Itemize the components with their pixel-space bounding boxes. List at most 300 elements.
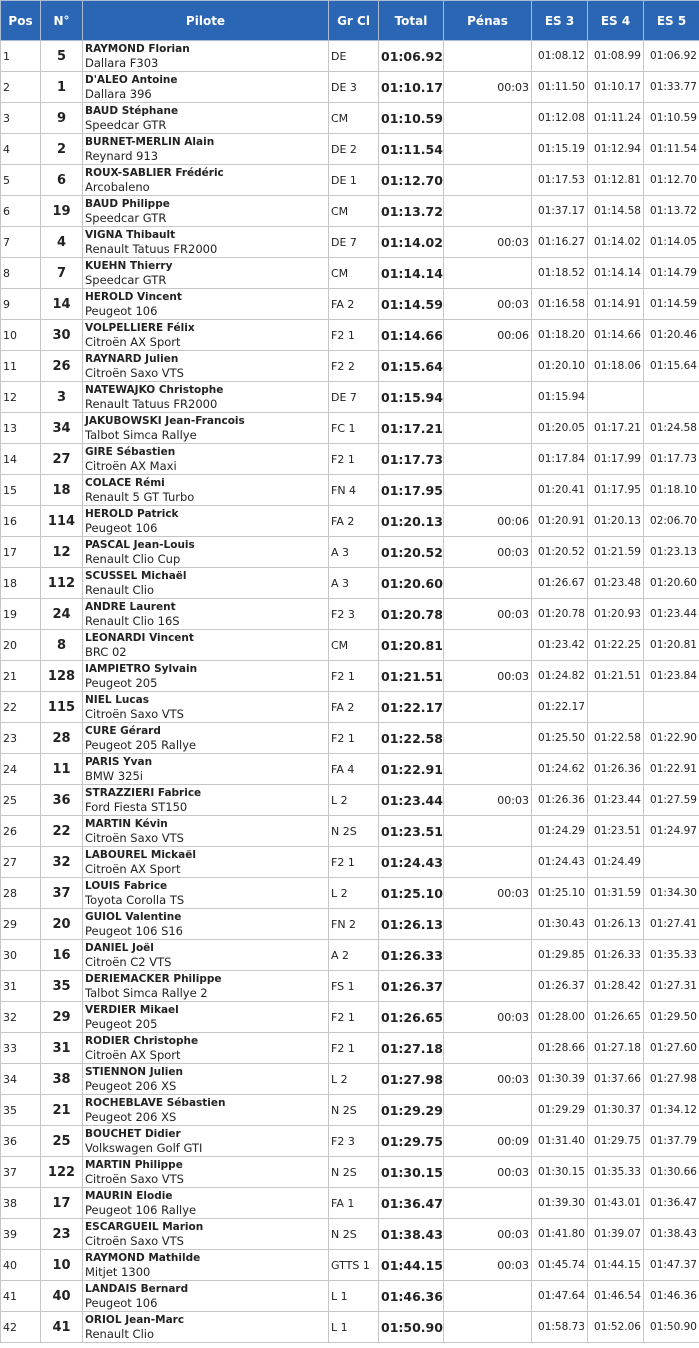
col-header-penalties[interactable]: Pénas — [444, 1, 532, 41]
car-number-cell: 6 — [41, 165, 83, 196]
driver-name: DERIEMACKER Philippe — [85, 973, 222, 985]
table-row — [1, 258, 699, 289]
es3-time-cell: 01:16.27 — [532, 227, 588, 258]
penalty-cell: 00:03 — [444, 599, 532, 630]
es5-time-cell: 01:46.36 — [644, 1281, 699, 1312]
group-class-cell: L 1 — [329, 1281, 379, 1312]
table-row — [1, 1219, 699, 1250]
table-row — [1, 723, 699, 754]
es5-time-cell: 01:30.66 — [644, 1157, 699, 1188]
group-class-cell: F2 1 — [329, 847, 379, 878]
position-cell: 38 — [1, 1188, 41, 1219]
car-model: Talbot Simca Rallye 2 — [85, 986, 208, 1000]
table-row — [1, 475, 699, 506]
col-header-es4[interactable]: ES 4 — [588, 1, 644, 41]
penalty-cell — [444, 723, 532, 754]
penalty-cell — [444, 847, 532, 878]
col-header-total[interactable]: Total — [379, 1, 444, 41]
car-number-cell: 25 — [41, 1126, 83, 1157]
es4-time-cell: 01:46.54 — [588, 1281, 644, 1312]
driver-name: LEONARDI Vincent — [85, 632, 194, 644]
car-number-cell: 29 — [41, 1002, 83, 1033]
position-cell: 26 — [1, 816, 41, 847]
position-cell: 37 — [1, 1157, 41, 1188]
driver-name: CURE Gérard — [85, 725, 161, 737]
total-time-cell: 01:36.47 — [379, 1188, 444, 1219]
car-number-cell: 21 — [41, 1095, 83, 1126]
es4-time-cell: 01:37.66 — [588, 1064, 644, 1095]
es4-time-cell: 01:24.49 — [588, 847, 644, 878]
pilot-cell — [83, 165, 329, 196]
position-cell: 40 — [1, 1250, 41, 1281]
driver-name: LANDAIS Bernard — [85, 1283, 189, 1295]
es3-time-cell: 01:26.37 — [532, 971, 588, 1002]
es5-time-cell — [644, 692, 699, 723]
car-model: Ford Fiesta ST150 — [85, 800, 188, 814]
penalty-cell — [444, 568, 532, 599]
penalty-cell: 00:03 — [444, 1064, 532, 1095]
pilot-cell — [83, 723, 329, 754]
total-time-cell: 01:26.37 — [379, 971, 444, 1002]
car-number-cell: 114 — [41, 506, 83, 537]
es3-time-cell: 01:24.43 — [532, 847, 588, 878]
car-number-cell: 36 — [41, 785, 83, 816]
table-row — [1, 289, 699, 320]
table-row — [1, 227, 699, 258]
table-row — [1, 754, 699, 785]
position-cell: 32 — [1, 1002, 41, 1033]
driver-name: BOUCHET Didier — [85, 1128, 181, 1140]
es5-time-cell: 01:27.98 — [644, 1064, 699, 1095]
position-cell: 19 — [1, 599, 41, 630]
position-cell: 7 — [1, 227, 41, 258]
es3-time-cell: 01:25.50 — [532, 723, 588, 754]
driver-name: IAMPIETRO Sylvain — [85, 663, 198, 675]
col-header-es5[interactable]: ES 5 — [644, 1, 699, 41]
position-cell: 20 — [1, 630, 41, 661]
table-row — [1, 506, 699, 537]
driver-name: HEROLD Vincent — [85, 291, 182, 303]
es5-time-cell: 01:36.47 — [644, 1188, 699, 1219]
es4-time-cell: 01:14.91 — [588, 289, 644, 320]
group-class-cell: F2 2 — [329, 351, 379, 382]
driver-name: SCUSSEL Michaël — [85, 570, 187, 582]
car-number-cell: 5 — [41, 41, 83, 72]
driver-name: BAUD Philippe — [85, 198, 170, 210]
es4-time-cell: 01:11.24 — [588, 103, 644, 134]
pilot-cell — [83, 1095, 329, 1126]
group-class-cell: CM — [329, 630, 379, 661]
car-model: Renault 5 GT Turbo — [85, 490, 195, 504]
es3-time-cell: 01:31.40 — [532, 1126, 588, 1157]
position-cell: 11 — [1, 351, 41, 382]
position-cell: 17 — [1, 537, 41, 568]
position-cell: 13 — [1, 413, 41, 444]
table-row — [1, 413, 699, 444]
car-number-cell: 128 — [41, 661, 83, 692]
car-number-cell: 28 — [41, 723, 83, 754]
es5-time-cell: 01:22.90 — [644, 723, 699, 754]
pilot-cell — [83, 630, 329, 661]
es5-time-cell: 01:29.50 — [644, 1002, 699, 1033]
es3-time-cell: 01:45.74 — [532, 1250, 588, 1281]
es4-time-cell: 01:26.65 — [588, 1002, 644, 1033]
es3-time-cell: 01:39.30 — [532, 1188, 588, 1219]
es5-time-cell: 01:13.72 — [644, 196, 699, 227]
es5-time-cell: 01:18.10 — [644, 475, 699, 506]
position-cell: 35 — [1, 1095, 41, 1126]
es4-time-cell: 01:23.48 — [588, 568, 644, 599]
es3-time-cell: 01:15.94 — [532, 382, 588, 413]
total-time-cell: 01:14.02 — [379, 227, 444, 258]
driver-name: PARIS Yvan — [85, 756, 153, 768]
position-cell: 23 — [1, 723, 41, 754]
group-class-cell: A 3 — [329, 568, 379, 599]
position-cell: 39 — [1, 1219, 41, 1250]
total-time-cell: 01:22.17 — [379, 692, 444, 723]
driver-name: PASCAL Jean-Louis — [85, 539, 195, 551]
group-class-cell: N 2S — [329, 1095, 379, 1126]
es5-time-cell: 01:24.58 — [644, 413, 699, 444]
es5-time-cell: 01:27.41 — [644, 909, 699, 940]
es4-time-cell: 01:17.21 — [588, 413, 644, 444]
es5-time-cell: 02:06.70 — [644, 506, 699, 537]
es5-time-cell: 01:14.79 — [644, 258, 699, 289]
es5-time-cell: 01:23.13 — [644, 537, 699, 568]
pilot-cell — [83, 475, 329, 506]
es4-time-cell: 01:14.66 — [588, 320, 644, 351]
es4-time-cell: 01:31.59 — [588, 878, 644, 909]
group-class-cell: A 3 — [329, 537, 379, 568]
group-class-cell: FN 2 — [329, 909, 379, 940]
penalty-cell — [444, 630, 532, 661]
driver-name: ROCHEBLAVE Sébastien — [85, 1097, 226, 1109]
penalty-cell — [444, 1033, 532, 1064]
driver-name: MARTIN Philippe — [85, 1159, 183, 1171]
pilot-cell — [83, 661, 329, 692]
es5-time-cell: 01:23.84 — [644, 661, 699, 692]
group-class-cell: F2 1 — [329, 1033, 379, 1064]
es5-time-cell: 01:27.59 — [644, 785, 699, 816]
penalty-cell — [444, 909, 532, 940]
group-class-cell: F2 1 — [329, 320, 379, 351]
table-row — [1, 165, 699, 196]
es3-time-cell: 01:24.82 — [532, 661, 588, 692]
total-time-cell: 01:25.10 — [379, 878, 444, 909]
es4-time-cell: 01:43.01 — [588, 1188, 644, 1219]
position-cell: 33 — [1, 1033, 41, 1064]
penalty-cell: 00:06 — [444, 320, 532, 351]
es3-time-cell: 01:08.12 — [532, 41, 588, 72]
total-time-cell: 01:11.54 — [379, 134, 444, 165]
group-class-cell: N 2S — [329, 816, 379, 847]
driver-name: ORIOL Jean-Marc — [85, 1314, 185, 1326]
car-model: Dallara F303 — [85, 56, 159, 70]
es4-time-cell: 01:26.33 — [588, 940, 644, 971]
col-header-pos[interactable]: Pos — [1, 1, 41, 41]
es4-time-cell: 01:12.81 — [588, 165, 644, 196]
es4-time-cell: 01:20.93 — [588, 599, 644, 630]
table-row — [1, 103, 699, 134]
es5-time-cell: 01:15.64 — [644, 351, 699, 382]
total-time-cell: 01:15.64 — [379, 351, 444, 382]
pilot-cell — [83, 909, 329, 940]
es5-time-cell: 01:14.59 — [644, 289, 699, 320]
table-row — [1, 72, 699, 103]
es5-time-cell: 01:34.12 — [644, 1095, 699, 1126]
car-number-cell: 7 — [41, 258, 83, 289]
car-number-cell: 20 — [41, 909, 83, 940]
pilot-cell — [83, 1064, 329, 1095]
penalty-cell — [444, 692, 532, 723]
driver-name: RAYNARD Julien — [85, 353, 179, 365]
table-row — [1, 909, 699, 940]
es3-time-cell: 01:22.17 — [532, 692, 588, 723]
driver-name: ROUX-SABLIER Frédéric — [85, 167, 224, 179]
position-cell: 36 — [1, 1126, 41, 1157]
es5-time-cell: 01:06.92 — [644, 41, 699, 72]
driver-name: GUIOL Valentine — [85, 911, 182, 923]
es4-time-cell: 01:12.94 — [588, 134, 644, 165]
penalty-cell — [444, 475, 532, 506]
car-number-cell: 26 — [41, 351, 83, 382]
penalty-cell: 00:03 — [444, 1219, 532, 1250]
driver-name: LOUIS Fabrice — [85, 880, 168, 892]
car-number-cell: 115 — [41, 692, 83, 723]
pilot-cell — [83, 1188, 329, 1219]
car-model: Citroën AX Sport — [85, 862, 181, 876]
car-model: Speedcar GTR — [85, 273, 167, 287]
es4-time-cell: 01:21.51 — [588, 661, 644, 692]
total-time-cell: 01:46.36 — [379, 1281, 444, 1312]
total-time-cell: 01:14.59 — [379, 289, 444, 320]
table-row — [1, 661, 699, 692]
es3-time-cell: 01:20.91 — [532, 506, 588, 537]
es4-time-cell: 01:44.15 — [588, 1250, 644, 1281]
col-header-group-class[interactable]: Gr Cl — [329, 1, 379, 41]
position-cell: 8 — [1, 258, 41, 289]
car-model: Dallara 396 — [85, 87, 152, 101]
col-header-pilot[interactable]: Pilote — [83, 1, 329, 41]
car-model: Peugeot 205 Rallye — [85, 738, 197, 752]
es4-time-cell: 01:18.06 — [588, 351, 644, 382]
es5-time-cell: 01:37.79 — [644, 1126, 699, 1157]
table-row — [1, 444, 699, 475]
table-row — [1, 1312, 699, 1343]
position-cell: 14 — [1, 444, 41, 475]
group-class-cell: CM — [329, 258, 379, 289]
table-row — [1, 847, 699, 878]
car-model: Citroën AX Maxi — [85, 459, 177, 473]
es4-time-cell: 01:14.02 — [588, 227, 644, 258]
pilot-cell — [83, 971, 329, 1002]
penalty-cell: 00:03 — [444, 661, 532, 692]
total-time-cell: 01:23.51 — [379, 816, 444, 847]
position-cell: 30 — [1, 940, 41, 971]
col-header-number[interactable]: N° — [41, 1, 83, 41]
group-class-cell: N 2S — [329, 1157, 379, 1188]
group-class-cell: L 1 — [329, 1312, 379, 1343]
es5-time-cell: 01:23.44 — [644, 599, 699, 630]
penalty-cell — [444, 1188, 532, 1219]
table-row — [1, 1002, 699, 1033]
group-class-cell: GTTS 1 — [329, 1250, 379, 1281]
penalty-cell — [444, 351, 532, 382]
car-model: Peugeot 106 — [85, 1296, 158, 1310]
car-model: Toyota Corolla TS — [85, 893, 185, 907]
pilot-cell — [83, 940, 329, 971]
total-time-cell: 01:17.95 — [379, 475, 444, 506]
position-cell: 15 — [1, 475, 41, 506]
car-number-cell: 30 — [41, 320, 83, 351]
es5-time-cell: 01:20.81 — [644, 630, 699, 661]
penalty-cell — [444, 41, 532, 72]
table-row — [1, 971, 699, 1002]
driver-name: NATEWAJKO Christophe — [85, 384, 224, 396]
car-model: Peugeot 106 — [85, 304, 158, 318]
total-time-cell: 01:12.70 — [379, 165, 444, 196]
group-class-cell: F2 3 — [329, 599, 379, 630]
position-cell: 29 — [1, 909, 41, 940]
car-model: Renault Tatuus FR2000 — [85, 242, 218, 256]
es5-time-cell: 01:34.30 — [644, 878, 699, 909]
es3-time-cell: 01:30.39 — [532, 1064, 588, 1095]
car-number-cell: 1 — [41, 72, 83, 103]
car-number-cell: 2 — [41, 134, 83, 165]
total-time-cell: 01:27.18 — [379, 1033, 444, 1064]
table-row — [1, 1157, 699, 1188]
car-number-cell: 14 — [41, 289, 83, 320]
penalty-cell — [444, 134, 532, 165]
group-class-cell: F2 3 — [329, 1126, 379, 1157]
es4-time-cell: 01:35.33 — [588, 1157, 644, 1188]
group-class-cell: F2 1 — [329, 661, 379, 692]
pilot-cell — [83, 413, 329, 444]
car-number-cell: 35 — [41, 971, 83, 1002]
total-time-cell: 01:23.44 — [379, 785, 444, 816]
position-cell: 16 — [1, 506, 41, 537]
es5-time-cell: 01:35.33 — [644, 940, 699, 971]
es4-time-cell — [588, 692, 644, 723]
car-model: Renault Clio 16S — [85, 614, 180, 628]
group-class-cell: FA 2 — [329, 506, 379, 537]
pilot-cell — [83, 568, 329, 599]
group-class-cell: DE — [329, 41, 379, 72]
es3-time-cell: 01:37.17 — [532, 196, 588, 227]
es3-time-cell: 01:17.84 — [532, 444, 588, 475]
es4-time-cell: 01:23.51 — [588, 816, 644, 847]
group-class-cell: FA 2 — [329, 289, 379, 320]
es4-time-cell: 01:27.18 — [588, 1033, 644, 1064]
car-number-cell: 4 — [41, 227, 83, 258]
es4-time-cell: 01:52.06 — [588, 1312, 644, 1343]
position-cell: 24 — [1, 754, 41, 785]
pilot-cell — [83, 537, 329, 568]
es3-time-cell: 01:29.85 — [532, 940, 588, 971]
pilot-cell — [83, 692, 329, 723]
es3-time-cell: 01:20.78 — [532, 599, 588, 630]
penalty-cell — [444, 444, 532, 475]
pilot-cell — [83, 72, 329, 103]
car-model: Talbot Simca Rallye — [85, 428, 197, 442]
driver-name: LABOUREL Mickaël — [85, 849, 196, 861]
es3-time-cell: 01:15.19 — [532, 134, 588, 165]
table-row — [1, 878, 699, 909]
car-model: Peugeot 205 — [85, 1017, 158, 1031]
penalty-cell: 00:03 — [444, 227, 532, 258]
car-model: BMW 325i — [85, 769, 143, 783]
car-number-cell: 31 — [41, 1033, 83, 1064]
car-number-cell: 24 — [41, 599, 83, 630]
car-number-cell: 34 — [41, 413, 83, 444]
driver-name: VERDIER Mikael — [85, 1004, 179, 1016]
es3-time-cell: 01:47.64 — [532, 1281, 588, 1312]
car-number-cell: 17 — [41, 1188, 83, 1219]
group-class-cell: L 2 — [329, 878, 379, 909]
total-time-cell: 01:24.43 — [379, 847, 444, 878]
es5-time-cell: 01:47.37 — [644, 1250, 699, 1281]
total-time-cell: 01:30.15 — [379, 1157, 444, 1188]
header-row — [1, 1, 699, 41]
car-model: Peugeot 206 XS — [85, 1079, 177, 1093]
table-row — [1, 692, 699, 723]
car-model: Arcobaleno — [85, 180, 150, 194]
position-cell: 18 — [1, 568, 41, 599]
penalty-cell — [444, 413, 532, 444]
pilot-cell — [83, 227, 329, 258]
car-number-cell: 23 — [41, 1219, 83, 1250]
car-number-cell: 12 — [41, 537, 83, 568]
car-number-cell: 9 — [41, 103, 83, 134]
pilot-cell — [83, 351, 329, 382]
es3-time-cell: 01:18.52 — [532, 258, 588, 289]
col-header-es3[interactable]: ES 3 — [532, 1, 588, 41]
position-cell: 31 — [1, 971, 41, 1002]
table-row — [1, 630, 699, 661]
car-number-cell: 16 — [41, 940, 83, 971]
total-time-cell: 01:06.92 — [379, 41, 444, 72]
total-time-cell: 01:17.21 — [379, 413, 444, 444]
pilot-cell — [83, 785, 329, 816]
group-class-cell: A 2 — [329, 940, 379, 971]
car-model: Peugeot 205 — [85, 676, 158, 690]
car-number-cell: 18 — [41, 475, 83, 506]
es4-time-cell: 01:26.13 — [588, 909, 644, 940]
penalty-cell: 00:03 — [444, 1250, 532, 1281]
car-model: Speedcar GTR — [85, 211, 167, 225]
table-row — [1, 134, 699, 165]
position-cell: 27 — [1, 847, 41, 878]
es5-time-cell: 01:17.73 — [644, 444, 699, 475]
position-cell: 6 — [1, 196, 41, 227]
es5-time-cell: 01:20.60 — [644, 568, 699, 599]
car-model: Renault Clio — [85, 583, 154, 597]
es5-time-cell: 01:24.97 — [644, 816, 699, 847]
car-number-cell: 22 — [41, 816, 83, 847]
car-model: Speedcar GTR — [85, 118, 167, 132]
car-model: Renault Tatuus FR2000 — [85, 397, 218, 411]
group-class-cell: FN 4 — [329, 475, 379, 506]
total-time-cell: 01:44.15 — [379, 1250, 444, 1281]
es3-time-cell: 01:20.41 — [532, 475, 588, 506]
total-time-cell: 01:17.73 — [379, 444, 444, 475]
total-time-cell: 01:29.75 — [379, 1126, 444, 1157]
driver-name: JAKUBOWSKI Jean-Francois — [85, 415, 245, 427]
position-cell: 5 — [1, 165, 41, 196]
driver-name: ESCARGUEIL Marion — [85, 1221, 204, 1233]
driver-name: NIEL Lucas — [85, 694, 149, 706]
car-number-cell: 40 — [41, 1281, 83, 1312]
